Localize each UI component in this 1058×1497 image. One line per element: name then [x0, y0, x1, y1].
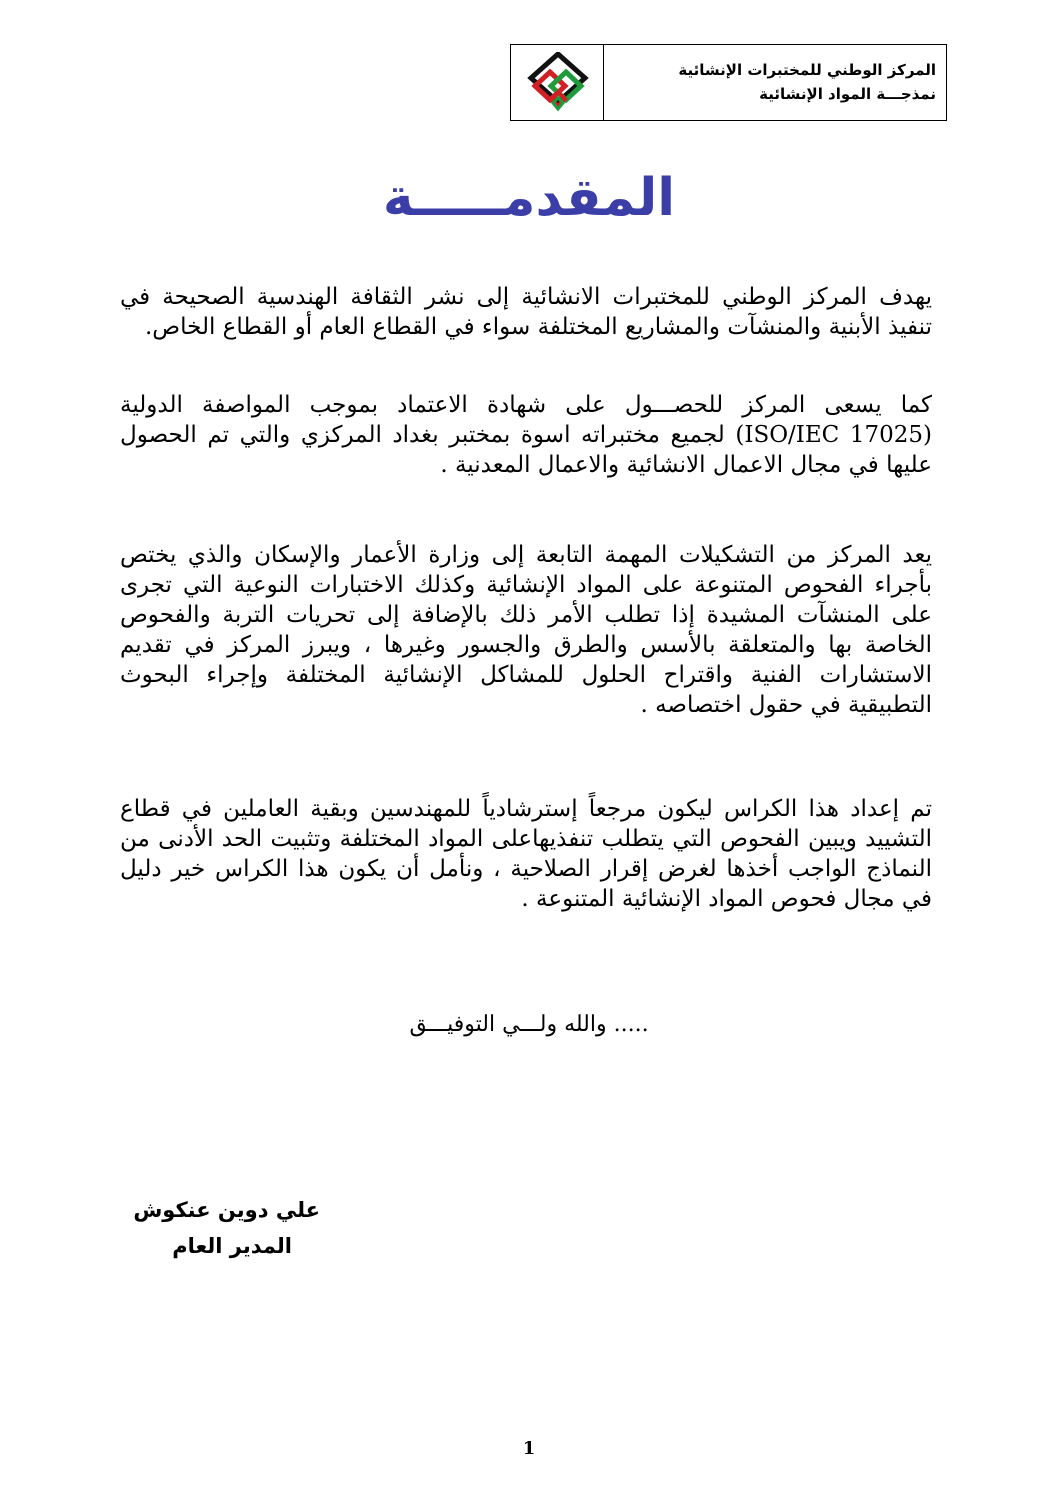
signature-block — [110, 1192, 320, 1264]
paragraph-1: يهدف المركز الوطني للمختبرات الانشائية إلى نشر الثقافة الهندسية الصحيحة في تنفيذ الأبنية والمنشآت والمشاريع المختلفة سواء في القطاع العام أو القطاع الخاص. — [120, 284, 932, 340]
organization-logo-icon — [511, 45, 603, 120]
page-title: المقدمـــــة — [382, 168, 676, 228]
paragraph-4: تم إعداد هذا الكراس ليكون مرجعاً إسترشادياً للمهندسين وبقية العاملين في قطاع التشييد ويبين الفحوص التي يتطلب تنفذيهاعلى المواد المختلفة وتثبيت الحد الأدنى من النماذج الواجب أخذها لغرض إقرار الصلاحية ، ونأمل أن يكون هذا الكراس خير دليل في مجال فحوص المواد الإنشائية المتنوعة . — [120, 796, 932, 912]
closing-line: ..... والله ولـــي التوفيـــق — [409, 1012, 649, 1037]
signature-name: علي دوين عنكوش — [133, 1198, 320, 1222]
logo-graphic — [527, 52, 589, 112]
header-line-organization: المركز الوطني للمختبرات الإنشائية — [678, 61, 936, 79]
paragraph-2: كما يسعى المركز للحصـــول على شهادة الاعتماد بموجب المواصفة الدولية (ISO/IEC 17025) لجميع مختبراته اسوة بمختبر بغداد المركزي والتي تم الحصول عليها في مجال الاعمال الانشائية والاعمال المعدنية . — [120, 392, 933, 478]
paragraph-3: يعد المركز من التشكيلات المهمة التابعة إلى وزارة الأعمار والإسكان والذي يختص بأجراء الفحوص المتنوعة على المواد الإنشائية وكذلك الاختبارات النوعية التي تجرى على المنشآت المشيدة إذا تطلب الأمر ذلك بالإضافة إلى تحريات التربة والفحوص الخاصة بها والمتعلقة بالأسس والطرق والجسور وغيرها ، ويبرز المركز في تقديم الاستشارات الفنية واقتراح الحلول للمشاكل الإنشائية المختلفة وإجراء البحوث التطبيقية في حقول اختصاصه . — [120, 542, 932, 718]
header-text — [603, 45, 946, 120]
header-box — [510, 44, 947, 121]
signature-title: المدير العام — [172, 1234, 292, 1258]
header-line-subject: نمذجـــة المواد الإنشائية — [759, 85, 936, 103]
page-number: 1 — [522, 1438, 536, 1459]
